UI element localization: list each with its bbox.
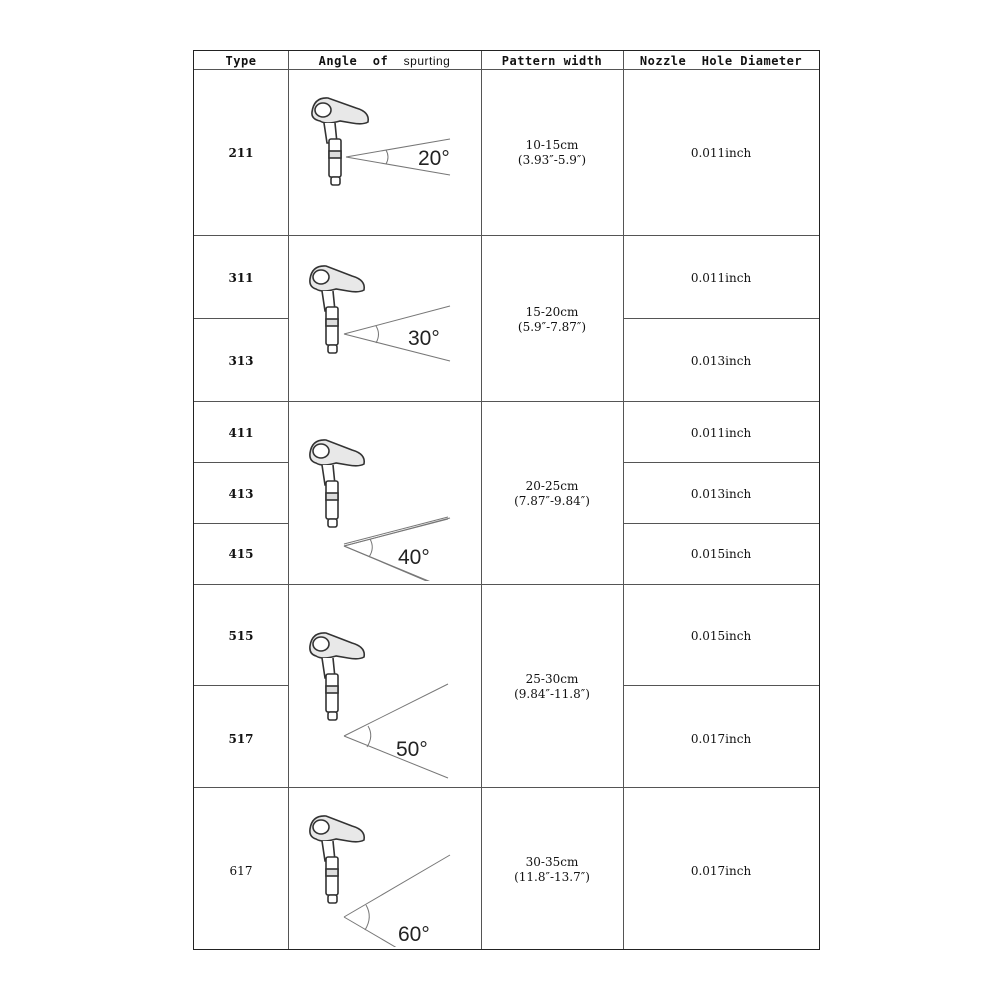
header-type: Type bbox=[225, 54, 257, 68]
row-divider bbox=[194, 462, 288, 463]
group-divider bbox=[194, 787, 819, 788]
spray-tip-50-illustration bbox=[290, 626, 478, 784]
header-pattern-width: Pattern width bbox=[501, 54, 603, 68]
diameter-cell: 0.013inch bbox=[690, 487, 752, 501]
header-angle-word: spurting bbox=[403, 54, 451, 68]
group-divider bbox=[194, 235, 819, 236]
group-divider bbox=[194, 401, 819, 402]
pattern-width-in: (9.84″-11.8″) bbox=[514, 687, 590, 701]
pattern-width-in: (5.9″-7.87″) bbox=[517, 320, 587, 334]
spray-tip-table bbox=[193, 50, 820, 950]
header-angle bbox=[288, 53, 481, 70]
type-cell: 311 bbox=[228, 271, 254, 285]
header-nozzle-diameter: Nozzle Hole Diameter bbox=[639, 54, 803, 68]
pattern-width-cm: 15-20cm bbox=[525, 305, 579, 319]
type-cell: 413 bbox=[228, 487, 254, 501]
type-cell: 313 bbox=[228, 354, 254, 368]
spray-tip-60-illustration bbox=[290, 813, 478, 947]
pattern-width-in: (3.93″-5.9″) bbox=[517, 153, 587, 167]
pattern-width-cm: 10-15cm bbox=[525, 138, 579, 152]
spray-tip-40-illustration bbox=[290, 431, 478, 581]
pattern-width-cm: 20-25cm bbox=[525, 479, 579, 493]
pattern-width-cm: 25-30cm bbox=[525, 672, 579, 686]
group-divider bbox=[194, 584, 819, 585]
spray-angle-label: 30° bbox=[408, 327, 440, 350]
diameter-cell: 0.017inch bbox=[690, 864, 752, 878]
diameter-cell: 0.011inch bbox=[690, 146, 752, 160]
header-divider bbox=[194, 69, 819, 70]
type-cell: 517 bbox=[228, 732, 254, 746]
spray-tip-30-illustration bbox=[290, 251, 478, 399]
header-angle-prefix: Angle of bbox=[318, 54, 404, 68]
diameter-cell: 0.015inch bbox=[690, 547, 752, 561]
type-cell: 515 bbox=[228, 629, 254, 643]
pattern-width-in: (7.87″-9.84″) bbox=[514, 494, 590, 508]
spray-angle-label: 20° bbox=[418, 147, 450, 170]
diameter-cell: 0.011inch bbox=[690, 271, 752, 285]
type-cell: 211 bbox=[228, 146, 254, 160]
column-divider bbox=[288, 51, 289, 949]
diameter-cell: 0.017inch bbox=[690, 732, 752, 746]
pattern-width-in: (11.8″-13.7″) bbox=[514, 870, 590, 884]
row-divider bbox=[194, 523, 288, 524]
pattern-width-cm: 30-35cm bbox=[525, 855, 579, 869]
row-divider bbox=[623, 462, 819, 463]
diameter-cell: 0.015inch bbox=[690, 629, 752, 643]
spray-angle-label: 40° bbox=[398, 546, 430, 569]
type-cell: 415 bbox=[228, 547, 254, 561]
spray-angle-label: 60° bbox=[398, 923, 430, 946]
diameter-cell: 0.013inch bbox=[690, 354, 752, 368]
spray-tip-20-illustration bbox=[290, 81, 478, 231]
diameter-cell: 0.011inch bbox=[690, 426, 752, 440]
spray-angle-label: 50° bbox=[396, 738, 428, 761]
row-divider bbox=[194, 318, 288, 319]
type-cell: 411 bbox=[228, 426, 254, 440]
type-cell: 617 bbox=[229, 864, 253, 878]
row-divider bbox=[623, 318, 819, 319]
row-divider bbox=[623, 523, 819, 524]
row-divider bbox=[194, 685, 288, 686]
row-divider bbox=[623, 685, 819, 686]
